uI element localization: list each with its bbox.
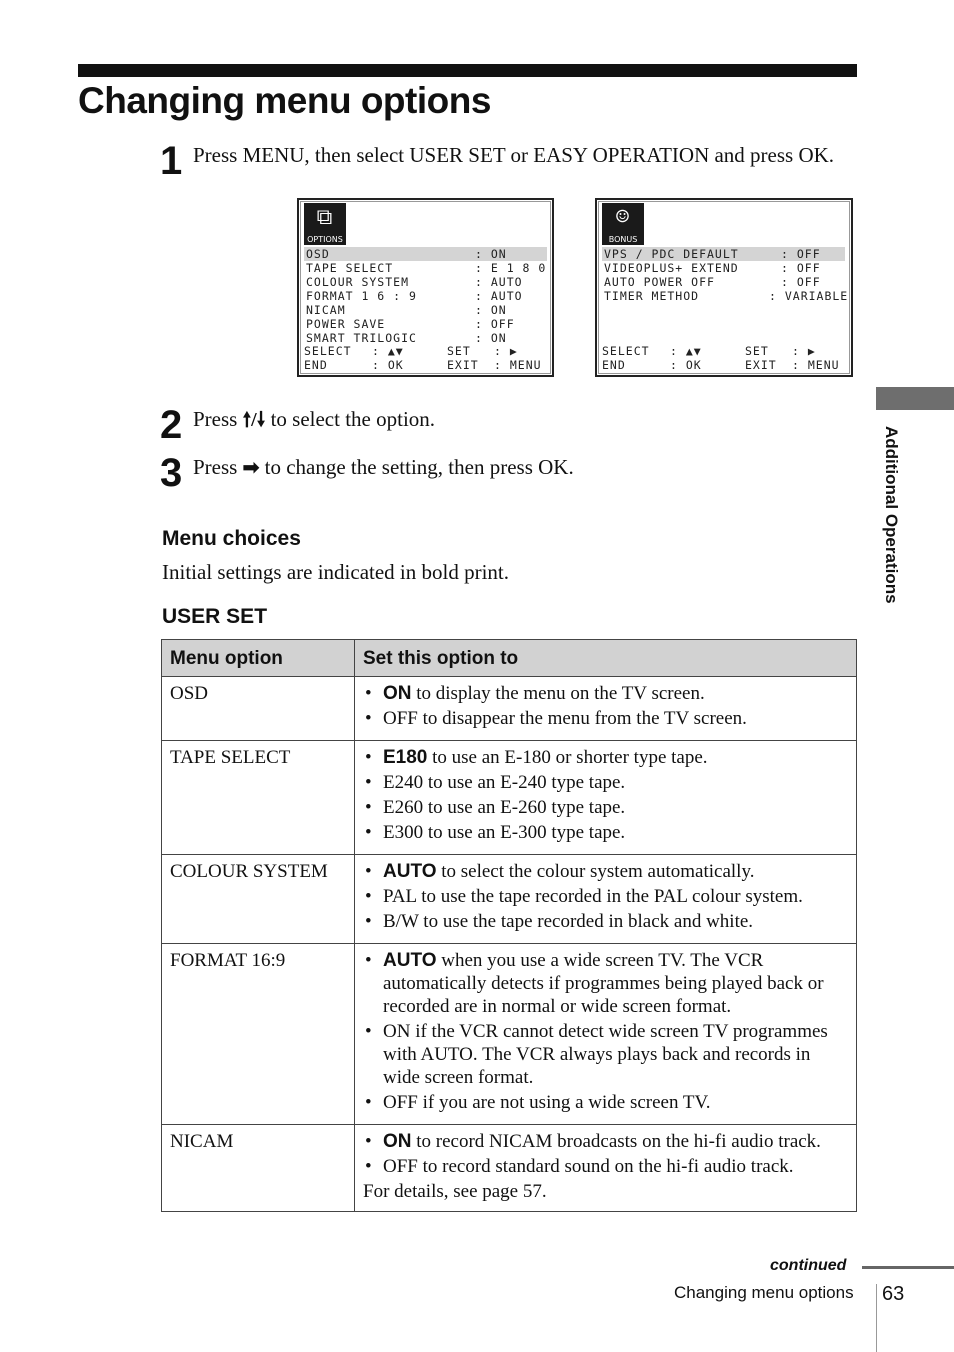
- setting-item: [363, 707, 848, 730]
- setting-default: ON: [383, 1131, 412, 1152]
- setting-default: ON: [383, 683, 412, 704]
- table-row: [162, 741, 857, 855]
- setting-default: AUTO: [383, 861, 437, 882]
- screen-row: [304, 303, 547, 317]
- screen-row-value: : ON: [475, 331, 507, 345]
- setting-text: OFF to disappear the menu from the TV screen.: [383, 708, 747, 729]
- screen-row-label: FORMAT 1 6 : 9: [306, 289, 417, 303]
- setting-text: E240 to use an E-240 type tape.: [383, 772, 626, 793]
- screen-row-value: : OFF: [781, 261, 821, 275]
- menu-option-cell: NICAM: [162, 1125, 355, 1212]
- menu-option-cell: COLOUR SYSTEM: [162, 855, 355, 944]
- right-arrow-icon: ➡: [242, 457, 260, 479]
- screen-footer-key: EXIT: [447, 358, 479, 372]
- screen-footer-row: [602, 344, 845, 358]
- screen-footer-value: : ▲▼: [670, 344, 702, 358]
- screen-row-value: : AUTO: [475, 289, 523, 303]
- step-2-text: Press 🠕/🠗 to select the option.: [193, 407, 436, 431]
- menu-choices-heading: Menu choices: [162, 527, 301, 550]
- step-2-number: 2: [160, 403, 183, 447]
- title-rule: [78, 64, 857, 77]
- setting-note: For details, see page 57.: [363, 1181, 547, 1202]
- table-row: [162, 855, 857, 944]
- options-screen: [297, 198, 554, 377]
- screen-footer-value: : ▶: [792, 344, 816, 358]
- screen-footer-value: : MENU: [792, 358, 840, 372]
- setting-list: [363, 860, 848, 933]
- menu-option-cell: OSD: [162, 677, 355, 741]
- setting-default: AUTO: [383, 950, 437, 971]
- setting-text: PAL to use the tape recorded in the PAL colour system.: [383, 886, 803, 907]
- setting-text: E300 to use an E-300 type tape.: [383, 822, 626, 843]
- setting-item: [363, 682, 848, 705]
- bonus-screen: [595, 198, 853, 377]
- table-row: [162, 1125, 857, 1212]
- screen-row-label: TIMER METHOD: [604, 289, 700, 303]
- continued-rule: [862, 1266, 954, 1269]
- screen-footer-key: EXIT: [745, 358, 777, 372]
- screen-footer-key: END: [304, 358, 328, 372]
- screen-footer-row: [304, 358, 547, 372]
- section-label: Additional Operations: [882, 426, 901, 604]
- up-down-arrow-icon: 🠕/🠗: [242, 409, 266, 431]
- screen-footer-value: : MENU: [494, 358, 542, 372]
- screen-row-value: : VARIABLE: [769, 289, 849, 303]
- setting-item: [363, 1155, 848, 1178]
- setting-list: [363, 746, 848, 844]
- setting-cell: [355, 855, 857, 944]
- setting-item: [363, 796, 848, 819]
- setting-item: [363, 746, 848, 769]
- screen-row-value: : OFF: [475, 317, 515, 331]
- setting-item: [363, 949, 848, 1018]
- setting-item: [363, 885, 848, 908]
- menu-option-cell: TAPE SELECT: [162, 741, 355, 855]
- step-3-number: 3: [160, 451, 183, 495]
- setting-list: [363, 682, 848, 730]
- setting-cell: [355, 1125, 857, 1212]
- setting-cell: [355, 944, 857, 1125]
- screen-row: [602, 261, 845, 275]
- step-1-text: Press MENU, then select USER SET or EASY OPERATION and press OK.: [193, 143, 835, 167]
- screen-row-value: : OFF: [781, 275, 821, 289]
- screen-row-label: AUTO POWER OFF: [604, 275, 715, 289]
- screen-row-value: : AUTO: [475, 275, 523, 289]
- screen-row: [304, 289, 547, 303]
- screen-row-value: : E 1 8 0: [475, 261, 547, 275]
- setting-text: to record NICAM broadcasts on the hi-fi audio track.: [411, 1131, 821, 1152]
- menu-option-cell: FORMAT 16:9: [162, 944, 355, 1125]
- screen-footer-key: SELECT: [602, 344, 650, 358]
- screen-row-label: OSD: [306, 247, 330, 261]
- setting-item: [363, 771, 848, 794]
- screen-row: [304, 247, 547, 261]
- setting-item: [363, 1091, 848, 1114]
- screen-footer-value: : OK: [372, 358, 404, 372]
- screen-footer-key: SET: [745, 344, 769, 358]
- screen-row: [602, 247, 845, 261]
- screen-row: [304, 331, 547, 345]
- continued-label: continued: [770, 1257, 847, 1274]
- screen-row-label: SMART TRILOGIC: [306, 331, 417, 345]
- column-header-option: Menu option: [162, 640, 355, 677]
- setting-item: [363, 1130, 848, 1153]
- setting-list: [363, 1130, 848, 1178]
- user-set-heading: USER SET: [162, 605, 268, 628]
- setting-text: OFF if you are not using a wide screen TV.: [383, 1092, 711, 1113]
- screen-footer-key: SELECT: [304, 344, 352, 358]
- screen-row-value: : OFF: [781, 247, 821, 261]
- options-icon: ⧉ OPTIONS: [304, 203, 346, 245]
- screen-footer-value: : ▶: [494, 344, 518, 358]
- setting-item: [363, 1020, 848, 1089]
- step-1-number: 1: [160, 139, 183, 183]
- footer-divider: [876, 1284, 877, 1352]
- screen-row-value: : ON: [475, 247, 507, 261]
- table-row: [162, 944, 857, 1125]
- screen-row-label: VIDEOPLUS+ EXTEND: [604, 261, 739, 275]
- screen-footer-value: : ▲▼: [372, 344, 404, 358]
- setting-cell: [355, 741, 857, 855]
- screen-row-value: : ON: [475, 303, 507, 317]
- step-3-text: Press ➡ to change the setting, then press OK.: [193, 455, 574, 479]
- setting-item: [363, 860, 848, 883]
- screen-row-label: TAPE SELECT: [306, 261, 394, 275]
- setting-text: when you use a wide screen TV. The VCR automatically detects if programmes being played back or recorded are in normal or wide screen format.: [383, 950, 824, 1017]
- setting-text: to use an E-180 or shorter type tape.: [427, 747, 708, 768]
- column-header-setting: Set this option to: [355, 640, 857, 677]
- screen-row-label: POWER SAVE: [306, 317, 386, 331]
- screen-row-label: COLOUR SYSTEM: [306, 275, 410, 289]
- screen-row: [602, 289, 849, 303]
- screen-row: [304, 275, 547, 289]
- setting-item: [363, 910, 848, 933]
- screen-footer-key: SET: [447, 344, 471, 358]
- setting-text: ON if the VCR cannot detect wide screen TV programmes with AUTO. The VCR always plays back and records in wide screen format.: [383, 1021, 828, 1088]
- setting-text: to display the menu on the TV screen.: [411, 683, 705, 704]
- screen-row-label: VPS / PDC DEFAULT: [604, 247, 739, 261]
- screen-footer-key: END: [602, 358, 626, 372]
- screen-row: [304, 261, 547, 275]
- setting-cell: [355, 677, 857, 741]
- setting-item: [363, 821, 848, 844]
- screen-footer-row: [602, 358, 845, 372]
- bonus-icon: ☺ BONUS: [602, 203, 644, 245]
- table-row: [162, 677, 857, 741]
- setting-text: B/W to use the tape recorded in black and white.: [383, 911, 754, 932]
- menu-choices-intro: Initial settings are indicated in bold print.: [162, 560, 510, 584]
- setting-list: [363, 949, 848, 1114]
- page-number: 63: [882, 1283, 905, 1305]
- footer-title: Changing menu options: [674, 1283, 854, 1302]
- setting-default: E180: [383, 747, 428, 768]
- setting-text: E260 to use an E-260 type tape.: [383, 797, 626, 818]
- screen-row: [602, 275, 845, 289]
- screen-row-label: NICAM: [306, 303, 346, 317]
- screen-footer-value: : OK: [670, 358, 702, 372]
- setting-text: OFF to record standard sound on the hi-fi audio track.: [383, 1156, 794, 1177]
- screen-row: [304, 317, 547, 331]
- setting-text: to select the colour system automatically.: [436, 861, 755, 882]
- section-tab: [876, 387, 954, 410]
- screen-footer-row: [304, 344, 547, 358]
- user-set-table: [161, 639, 857, 1212]
- page-title: Changing menu options: [78, 80, 491, 121]
